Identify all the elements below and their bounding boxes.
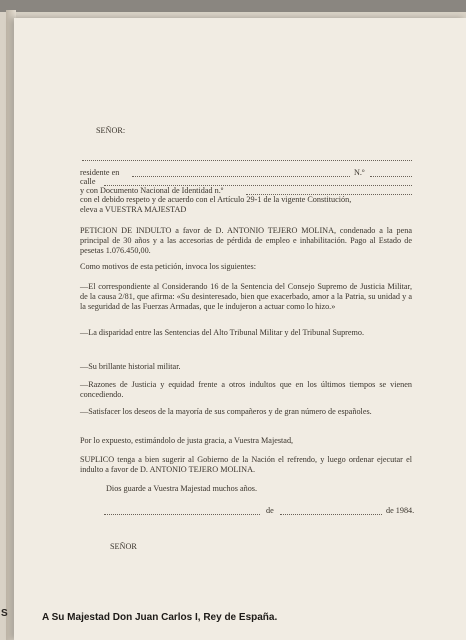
- blank-line-name: [82, 160, 412, 161]
- petition-page: [14, 18, 466, 640]
- salutation-bottom: SEÑOR: [110, 542, 137, 551]
- edge-letter: S: [1, 608, 8, 619]
- place-blank: [104, 514, 260, 515]
- suplico-paragraph: SUPLICO tenga a bien sugerir al Gobierno de la Nación el refrendo, y luego ordenar ejecutar el indulto a favor de D. ANTONIO TEJERO MOLINA.: [80, 455, 412, 474]
- residente-label: residente en: [80, 168, 120, 177]
- residente-blank: [132, 176, 350, 177]
- salutation-top: SEÑOR:: [96, 126, 126, 135]
- respeto-line: con el debido respeto y de acuerdo con el Artículo 29-1 de la vigente Constitución,: [80, 195, 352, 204]
- dni-line: y con Documento Nacional de Identidad n.º: [80, 186, 224, 195]
- motivo-2: —La disparidad entre las Sentencias del Alto Tribunal Militar y del Tribunal Supremo.: [80, 328, 365, 337]
- motivo-3: —Su brillante historial militar.: [80, 362, 181, 371]
- dios-guarde-line: Dios guarde a Vuestra Majestad muchos años.: [106, 484, 258, 493]
- peticion-paragraph: PETICION DE INDULTO a favor de D. ANTONIO TEJERO MOLINA, condenado a la pena principal de 30 años y a las accesorias de pérdida de empleo e inhabilitación. Pago al Estado de pesetas 1.076.450,00.: [80, 226, 412, 255]
- expuesto-line: Por lo expuesto, estimándolo de justa gracia, a Vuestra Majestad,: [80, 436, 294, 445]
- month-blank: [280, 514, 382, 515]
- eleva-line: eleva a VUESTRA MAJESTAD: [80, 205, 187, 214]
- de-label: de: [266, 506, 274, 515]
- motivo-1: —El correspondiente al Considerando 16 de la Sentencia del Consejo Supremo de Justicia Militar, de la causa 2/81, que afirma: «Su desinteresado, bien que exacerbado, amor a la Patria, su unidad y a la seguridad de las Fuerzas Armadas, que le indujeron a actuar como lo hizo.»: [80, 282, 412, 311]
- calle-label: calle: [80, 177, 96, 186]
- motivo-4: —Razones de Justicia y equidad frente a otros indultos que en los últimos tiempos se vienen concediendo.: [80, 380, 412, 399]
- fecha-year: de 1984.: [386, 506, 415, 515]
- numero-label: N.º: [354, 168, 365, 177]
- motivo-5: —Satisfacer los deseos de la mayoría de sus compañeros y de gran número de españoles.: [80, 407, 372, 416]
- numero-blank: [370, 176, 412, 177]
- footer-address: A Su Majestad Don Juan Carlos I, Rey de España.: [42, 612, 278, 623]
- motivos-intro: Como motivos de esta petición, invoca los siguientes:: [80, 262, 257, 271]
